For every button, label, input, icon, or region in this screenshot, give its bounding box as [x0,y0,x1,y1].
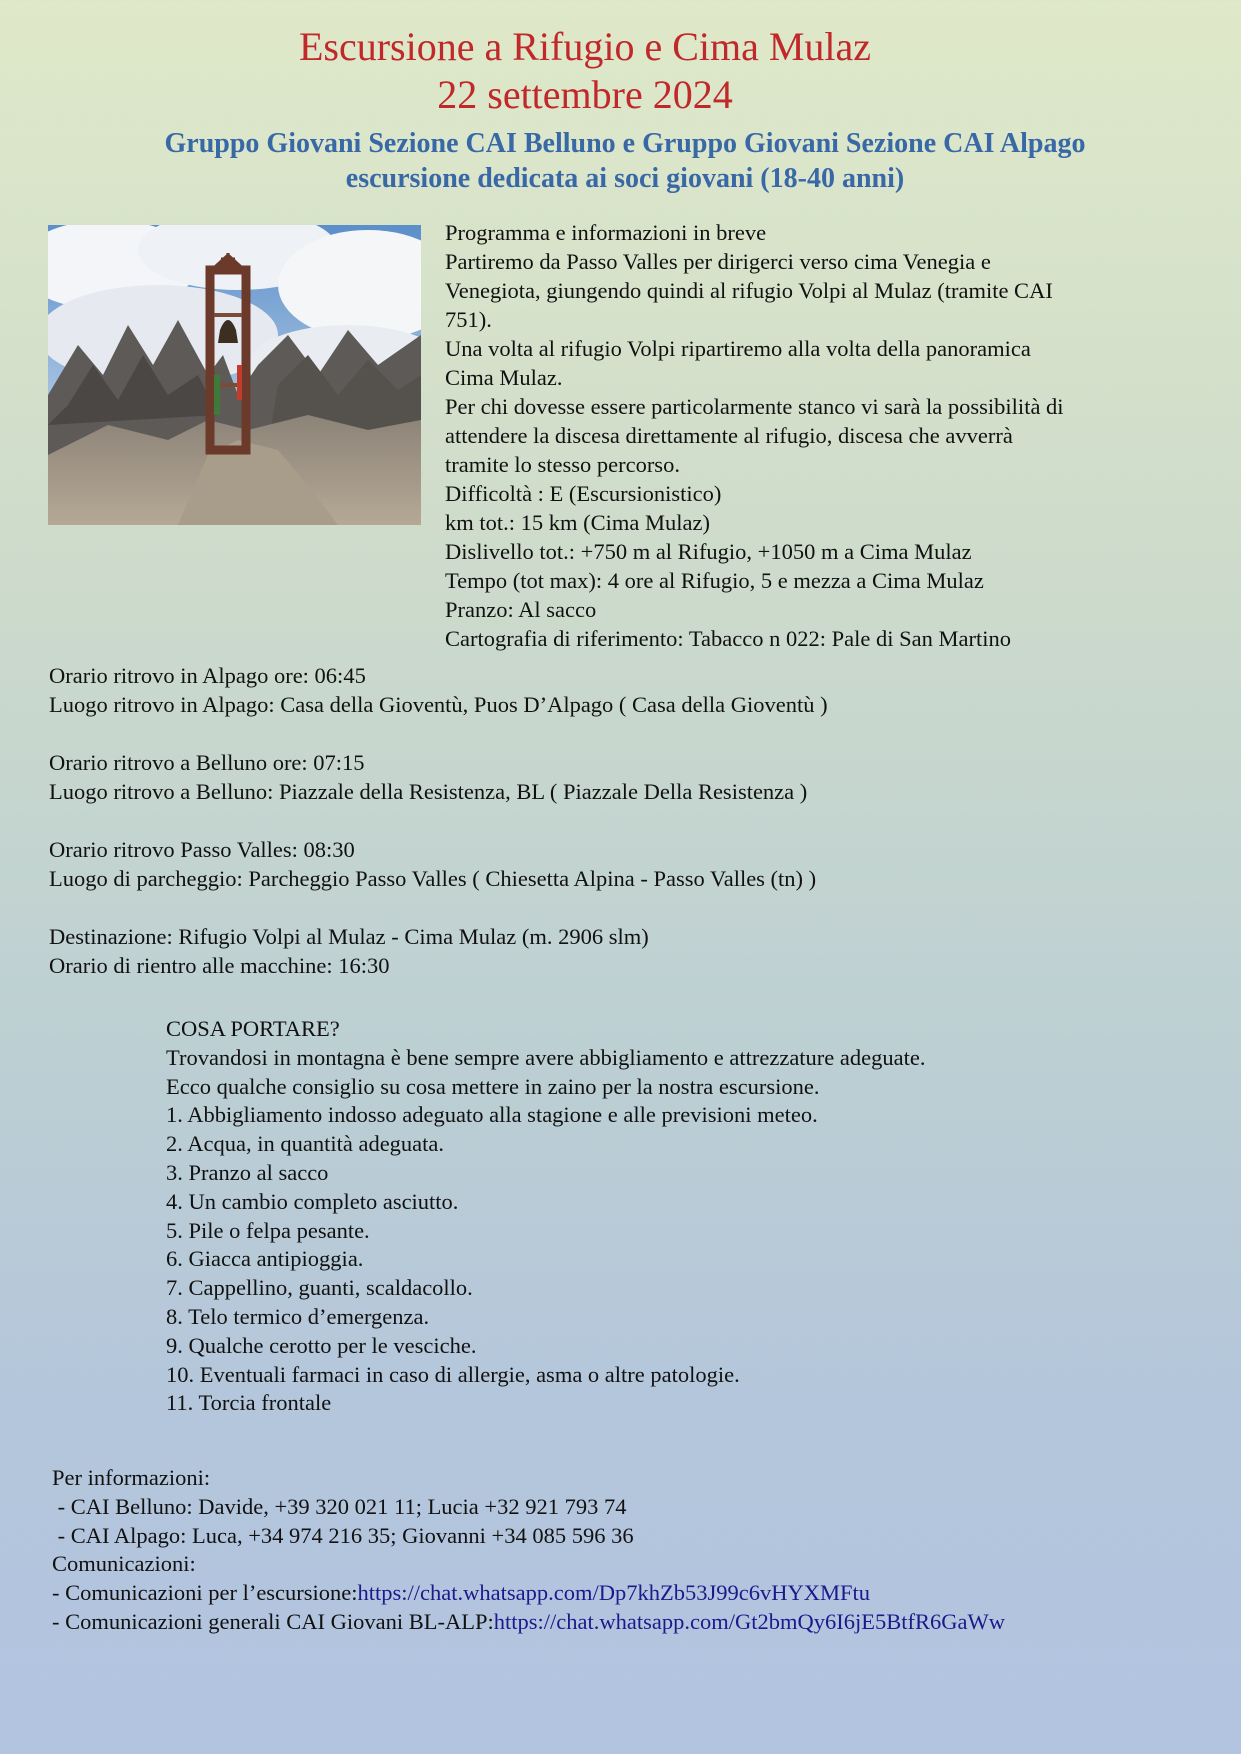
alpago-meeting-place: Luogo ritrovo in Alpago: Casa della Gioventù, Puos D’Alpago ( Casa della Gioventù ) [49,692,828,717]
contacts-section [52,1464,1212,1637]
event-date: 22 settembre 2024 [437,72,733,117]
program-line: attendere la discesa direttamente al rifugio, discesa che avverrà [445,423,1013,448]
program-info [445,218,1145,653]
distance: km tot.: 15 km (Cima Mulaz) [445,510,710,535]
parking-place: Luogo di parcheggio: Parcheggio Passo Valles ( Chiesetta Alpina - Passo Valles (tn) ) [49,866,817,891]
list-item: 1. Abbigliamento indosso adeguato alla stagione e alle previsioni meteo. [166,1102,818,1128]
list-item: 4. Un cambio completo asciutto. [166,1188,459,1214]
difficulty: Difficoltà : E (Escursionistico) [445,481,722,506]
belluno-meeting-place: Luogo ritrovo a Belluno: Piazzale della Resistenza, BL ( Piazzale Della Resistenza ) [49,779,808,804]
general-chat-row [52,1608,1212,1637]
alpago-contacts: - CAI Alpago: Luca, +34 974 216 35; Giovanni +34 085 596 36 [52,1522,634,1548]
audience-subtitle: escursione dedicata ai soci giovani (18-40 anni) [345,163,905,194]
general-chat-label: - Comunicazioni generali CAI Giovani BL-ALP: [52,1608,494,1634]
alpago-meeting-time: Orario ritrovo in Alpago ore: 06:45 [49,663,366,688]
list-item: 5. Pile o felpa pesante. [166,1217,370,1243]
list-item: 9. Qualche cerotto per le vesciche. [166,1332,477,1358]
program-line: Una volta al rifugio Volpi ripartiremo alla volta della panoramica [445,336,1031,361]
program-line: 751). [445,307,492,332]
general-chat-link[interactable]: https://chat.whatsapp.com/Gt2bmQy6I6jE5BtfR6GaWw [493,1608,1005,1634]
return-time: Orario di rientro alle macchine: 16:30 [49,953,390,978]
destination: Destinazione: Rifugio Volpi al Mulaz - Cima Mulaz (m. 2906 slm) [49,924,649,949]
excursion-chat-link[interactable]: https://chat.whatsapp.com/Dp7khZb53J99c6vHYXMFtu [357,1580,870,1606]
program-line: Partiremo da Passo Valles per dirigerci verso cima Venegia e [445,249,991,274]
list-item: 11. Torcia frontale [166,1390,332,1416]
what-to-bring [166,1015,1166,1418]
list-item: 2. Acqua, in quantità adeguata. [166,1131,445,1157]
valles-meeting-time: Orario ritrovo Passo Valles: 08:30 [49,837,355,862]
belluno-contacts: - CAI Belluno: Davide, +39 320 021 11; Lucia +32 921 793 74 [52,1493,627,1519]
belluno-meeting-time: Orario ritrovo a Belluno ore: 07:15 [49,750,365,775]
bring-intro: Trovandosi in montagna è bene sempre avere abbigliamento e attrezzature adeguate. [166,1044,926,1070]
list-item: 3. Pranzo al sacco [166,1159,329,1185]
program-line: tramite lo stesso percorso. [445,452,680,477]
list-item: 6. Giacca antipioggia. [166,1246,364,1272]
meeting-info [49,661,1199,980]
program-line: Venegiota, giungendo quindi al rifugio Volpi al Mulaz (tramite CAI [445,278,1053,303]
excursion-chat-row [52,1579,1212,1608]
excursion-chat-label: - Comunicazioni per l’escursione: [52,1580,358,1606]
elevation-gain: Dislivello tot.: +750 m al Rifugio, +1050 m a Cima Mulaz [445,539,972,564]
duration: Tempo (tot max): 4 ore al Rifugio, 5 e mezza a Cima Mulaz [445,568,984,593]
organizers-subtitle: Gruppo Giovani Sezione CAI Belluno e Gruppo Giovani Sezione CAI Alpago [164,128,1086,159]
list-item: 7. Cappellino, guanti, scaldacollo. [166,1275,473,1301]
info-label: Per informazioni: [52,1465,211,1490]
program-line: Per chi dovesse essere particolarmente stanco vi sarà la possibilità di [445,394,1064,419]
program-line: Cima Mulaz. [445,365,563,390]
page-title: Escursione a Rifugio e Cima Mulaz [298,24,872,69]
mountain-bell-tower-photo [48,225,421,525]
lunch: Pranzo: Al sacco [445,597,597,622]
bring-intro: Ecco qualche consiglio su cosa mettere in zaino per la nostra escursione. [166,1073,820,1099]
program-line: Programma e informazioni in breve [445,220,767,245]
communications-label: Comunicazioni: [52,1551,196,1577]
list-item: 10. Eventuali farmaci in caso di allergie, asma o altre patologie. [166,1361,740,1387]
map-reference: Cartografia di riferimento: Tabacco n 022: Pale di San Martino [445,626,1011,651]
list-item: 8. Telo termico d’emergenza. [166,1303,430,1329]
bring-heading: COSA PORTARE? [166,1016,340,1041]
